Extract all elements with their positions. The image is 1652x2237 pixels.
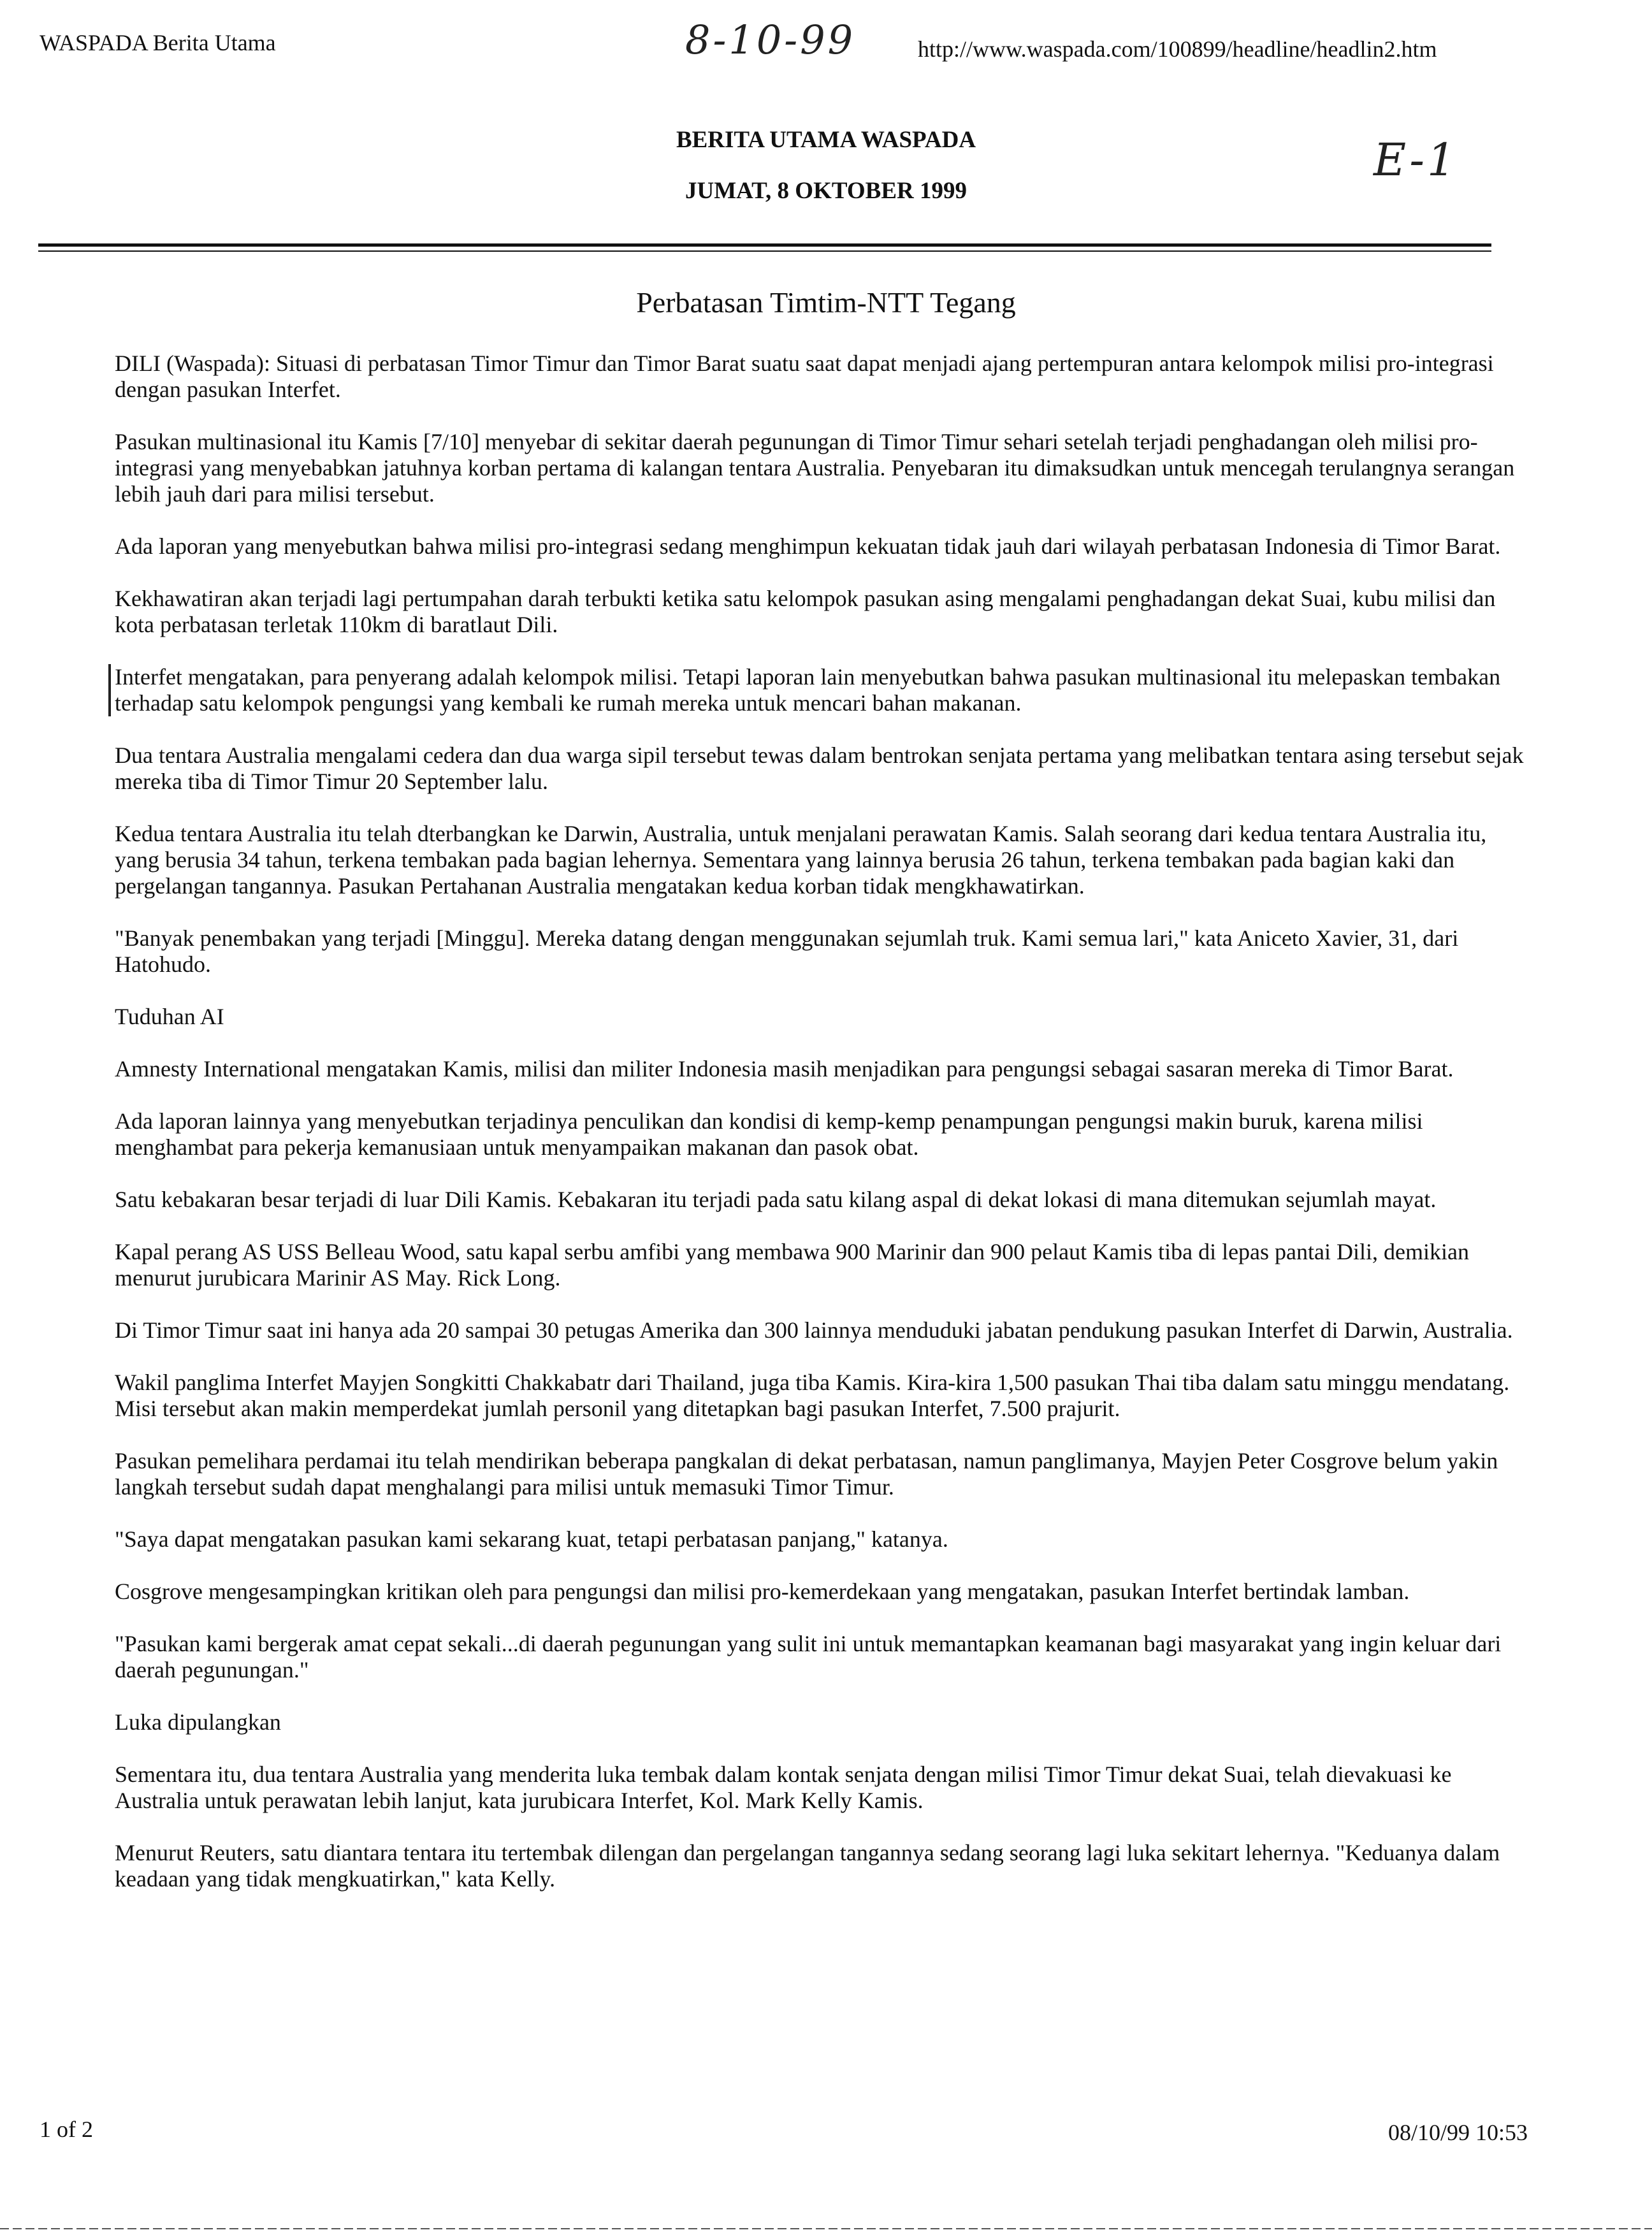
paragraph: DILI (Waspada): Situasi di perbatasan Timor Timur dan Timor Barat suatu saat dapat menjadi ajang pertempuran antara kelompok milisi pro-integrasi dengan pasukan Interfet. <box>115 351 1494 402</box>
paragraph: Kedua tentara Australia itu telah dterbangkan ke Darwin, Australia, untuk menjalani perawatan Kamis. Salah seorang dari kedua tentara Australia itu, yang berusia 34 tahun, terkena tembakan pada bagian lehernya. Sementara yang lainnya berusia 26 tahun, terkena tembakan pada bagian kaki dan pergelangan tangannya. Pasukan Pertahanan Australia mengatakan kedua korban tidak mengkhawatirkan. <box>115 821 1487 899</box>
paragraph: Satu kebakaran besar terjadi di luar Dili Kamis. Kebakaran itu terjadi pada satu kilang aspal di dekat lokasi di mana ditemukan sejumlah mayat. <box>115 1187 1437 1212</box>
paragraph: Sementara itu, dua tentara Australia yang menderita luka tembak dalam kontak senjata dengan milisi Timor Timur dekat Suai, telah dievakuasi ke Australia untuk perawatan lebih lanjut, kata jurubicara Interfet, Kol. Mark Kelly Kamis. <box>115 1762 1452 1813</box>
print-timestamp: 08/10/99 10:53 <box>1388 2120 1528 2145</box>
article-title: Perbatasan Timtim-NTT Tegang <box>636 286 1016 319</box>
paragraph: "Saya dapat mengatakan pasukan kami sekarang kuat, tetapi perbatasan panjang," katanya. <box>115 1526 948 1552</box>
site-name: WASPADA Berita Utama <box>40 30 276 55</box>
paragraph: Kapal perang AS USS Belleau Wood, satu kapal serbu amfibi yang membawa 900 Marinir dan 900 pelaut Kamis tiba di lepas pantai Dili, demikian menurut jurubicara Marinir AS May. Rick Long. <box>115 1239 1469 1291</box>
article-body <box>115 351 1530 1918</box>
paragraph: Interfet mengatakan, para penyerang adalah kelompok milisi. Tetapi laporan lain menyebutkan bahwa pasukan multinasional itu melepaskan tembakan terhadap satu kelompok pengungsi yang kembali ke rumah mereka untuk mencari bahan makanan. <box>108 664 1530 716</box>
paragraph: "Pasukan kami bergerak amat cepat sekali...di daerah pegunungan yang sulit ini untuk memantapkan keamanan bagi masyarakat yang ingin keluar dari daerah pegunungan." <box>115 1631 1502 1683</box>
subheading: Tuduhan AI <box>115 1004 224 1029</box>
paragraph: Ada laporan lainnya yang menyebutkan terjadinya penculikan dan kondisi di kemp-kemp penampungan pengungsi makin buruk, karena milisi menghambat para pekerja kemanusiaan untuk menyampaikan makanan dan pasok obat. <box>115 1108 1423 1160</box>
paragraph: Amnesty International mengatakan Kamis, milisi dan militer Indonesia masih menjadikan para pengungsi sebagai sasaran mereka di Timor Barat. <box>115 1056 1454 1082</box>
paragraph: Pasukan pemelihara perdamai itu telah mendirikan beberapa pangkalan di dekat perbatasan, namun panglimanya, Mayjen Peter Cosgrove belum yakin langkah tersebut sudah dapat menghalangi para milisi untuk memasuki Timor Timur. <box>115 1448 1498 1500</box>
handwritten-date: 8-10-99 <box>685 17 856 63</box>
page-url[interactable]: http://www.waspada.com/100899/headline/headlin2.htm <box>918 36 1437 62</box>
paragraph: Wakil panglima Interfet Mayjen Songkitti Chakkabatr dari Thailand, juga tiba Kamis. Kira-kira 1,500 pasukan Thai tiba dalam satu minggu mendatang. Misi tersebut akan makin memperdekat jumlah personil yang ditetapkan bagi pasukan Interfet, 7.500 prajurit. <box>115 1370 1510 1421</box>
page-number: 1 of 2 <box>40 2117 93 2142</box>
paragraph: Pasukan multinasional itu Kamis [7/10] menyebar di sekitar daerah pegunungan di Timor Timur sehari setelah terjadi penghadangan oleh milisi pro-integrasi yang menyebabkan jatuhnya korban pertama di kalangan tentara Australia. Penyebaran itu dimaksudkan untuk mencegah terulangnya serangan lebih jauh dari para milisi tersebut. <box>115 429 1515 507</box>
paragraph: Menurut Reuters, satu diantara tentara itu tertembak dilengan dan pergelangan tangannya sedang seorang lagi luka sekitart lehernya. "Keduanya dalam keadaan yang tidak mengkuatirkan," kata Kelly. <box>115 1840 1500 1892</box>
paragraph: Di Timor Timur saat ini hanya ada 20 sampai 30 petugas Amerika dan 300 lainnya menduduki jabatan pendukung pasukan Interfet di Darwin, Australia. <box>115 1317 1513 1343</box>
handwritten-mark: E-1 <box>1373 134 1458 186</box>
paragraph: Ada laporan yang menyebutkan bahwa milisi pro-integrasi sedang menghimpun kekuatan tidak jauh dari wilayah perbatasan Indonesia di Timor Barat. <box>115 533 1501 559</box>
paragraph: Kekhawatiran akan terjadi lagi pertumpahan darah terbukti ketika satu kelompok pasukan asing mengalami penghadangan dekat Suai, kubu milisi dan kota perbatasan terletak 110km di baratlaut Dili. <box>115 586 1496 637</box>
paragraph: Dua tentara Australia mengalami cedera dan dua warga sipil tersebut tewas dalam bentrokan senjata pertama yang melibatkan tentara asing tersebut sejak mereka tiba di Timor Timur 20 September lalu. <box>115 742 1524 794</box>
masthead-title: BERITA UTAMA WASPADA <box>676 127 976 153</box>
scan-edge-line <box>0 2228 1652 2229</box>
paragraph: "Banyak penembakan yang terjadi [Minggu]. Mereka datang dengan menggunakan sejumlah truk. Kami semua lari," kata Aniceto Xavier, 31, dari Hatohudo. <box>115 925 1459 977</box>
subheading: Luka dipulangkan <box>115 1709 281 1735</box>
paragraph: Cosgrove mengesampingkan kritikan oleh para pengungsi dan milisi pro-kemerdekaan yang mengatakan, pasukan Interfet bertindak lamban. <box>115 1579 1410 1604</box>
header-rule-top <box>38 243 1491 247</box>
masthead-date: JUMAT, 8 OKTOBER 1999 <box>685 178 967 204</box>
header-rule-bottom <box>38 250 1491 252</box>
